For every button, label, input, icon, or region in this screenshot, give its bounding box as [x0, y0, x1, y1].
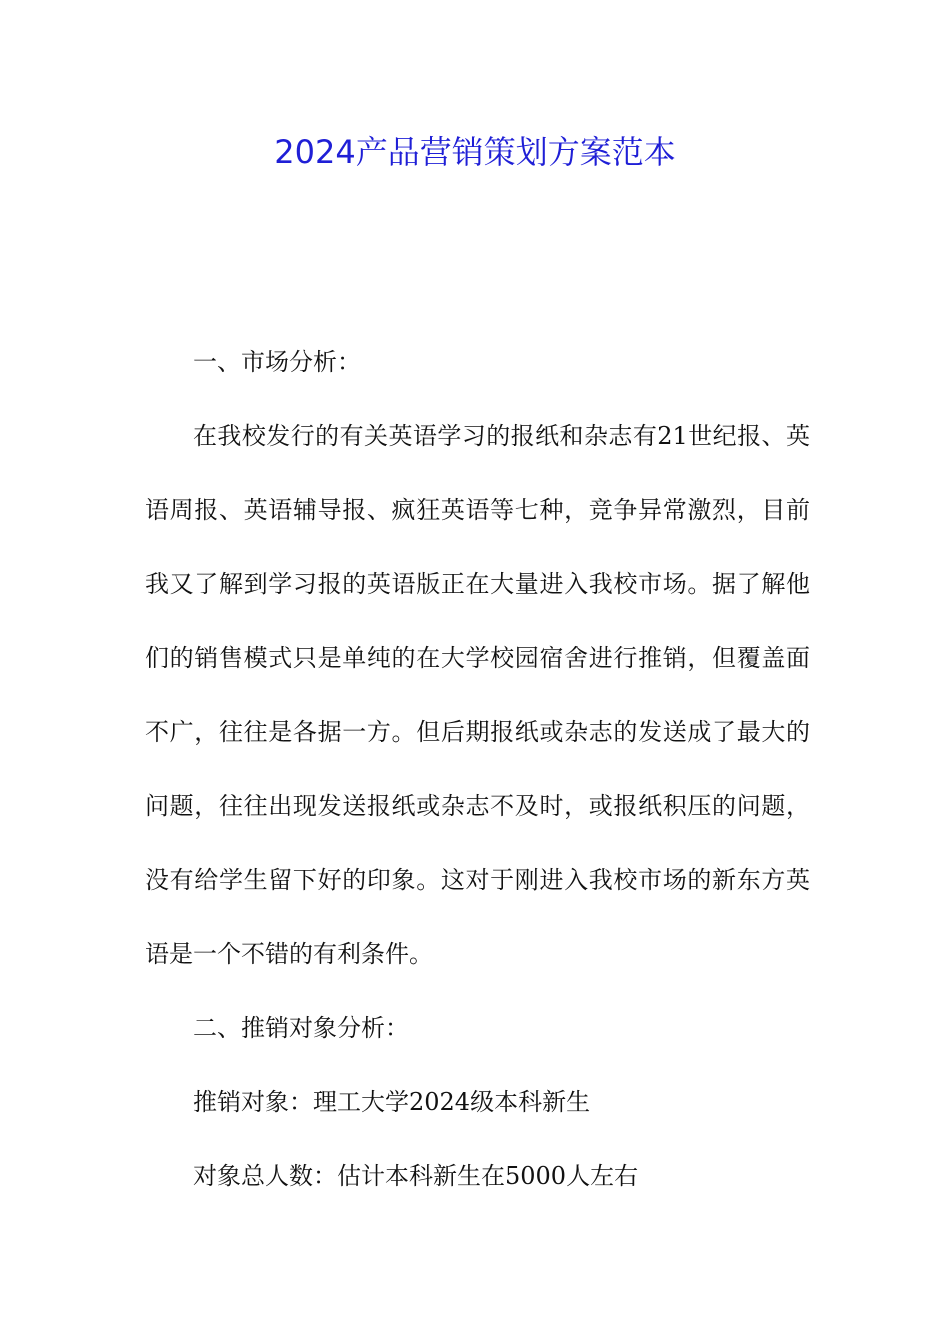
- market-analysis-paragraph: 在我校发行的有关英语学习的报纸和杂志有21世纪报、英语周报、英语辅导报、疯狂英语等七种，竞争异常激烈，目前我又了解到学习报的英语版正在大量进入我校市场。据了解他们的销售模式只是单纯的在大学校园宿舍进行推销，但覆盖面不广，往往是各据一方。但后期报纸或杂志的发送成了最大的问题，往往出现发送报纸或杂志不及时，或报纸积压的问题，没有给学生留下好的印象。这对于刚进入我校市场的新东方英语是一个不错的有利条件。: [145, 422, 810, 968]
- section-heading-target-analysis: 二、推销对象分析：: [193, 1014, 409, 1042]
- target-count-line: 对象总人数：估计本科新生在5000人左右: [193, 1162, 639, 1190]
- target-object-line: 推销对象：理工大学2024级本科新生: [193, 1088, 591, 1116]
- document-title: 2024产品营销策划方案范本: [274, 133, 676, 171]
- section-heading-market-analysis: 一、市场分析：: [193, 348, 361, 376]
